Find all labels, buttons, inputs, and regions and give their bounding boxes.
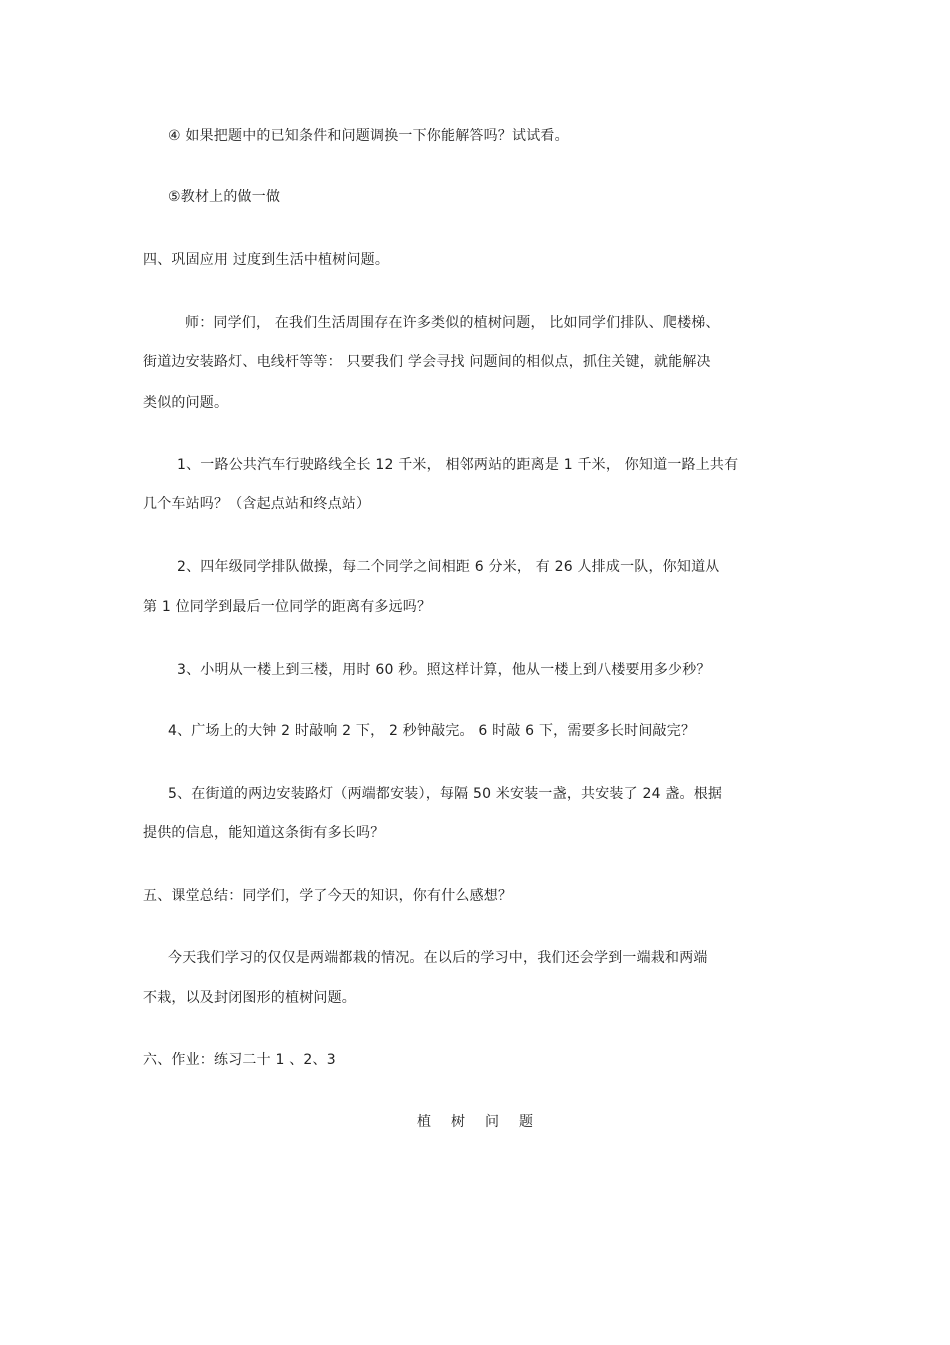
question-4-text: ④ 如果把题中的已知条件和问题调换一下你能解答吗？试试看。 — [168, 128, 569, 144]
teacher-paragraph-line-2: 街道边安装路灯、电线杆等等： 只要我们 学会寻找 问题间的相似点，抓住关键，就能解决 — [143, 354, 711, 370]
title-char-4: 题 — [519, 1114, 534, 1130]
summary-line-2: 不栽，以及封闭图形的植树问题。 — [143, 990, 356, 1006]
teacher-paragraph-line-3: 类似的问题。 — [143, 395, 229, 411]
exercise-4-text: 4、广场上的大钟 2 时敲响 2 下， 2 秒钟敲完。 6 时敲 6 下，需要多长时间敲完？ — [168, 723, 696, 739]
exercise-3-text: 3、小明从一楼上到三楼，用时 60 秒。照这样计算，他从一楼上到八楼要用多少秒？ — [177, 662, 711, 678]
exercise-1-line-2: 几个车站吗？（含起点站和终点站） — [143, 496, 371, 512]
title-char-3: 问 — [485, 1114, 500, 1130]
exercise-2-line-1: 2、四年级同学排队做操，每二个同学之间相距 6 分米， 有 26 人排成一队，你知道从 — [177, 559, 720, 575]
summary-line-1: 今天我们学习的仅仅是两端都栽的情况。在以后的学习中，我们还会学到一端栽和两端 — [168, 950, 708, 966]
teacher-paragraph-line-1: 师：同学们， 在我们生活周围存在许多类似的植树问题， 比如同学们排队、爬楼梯、 — [185, 315, 720, 331]
question-5-text: ⑤教材上的做一做 — [168, 189, 281, 205]
next-section-title — [417, 1112, 533, 1132]
exercise-2-line-2: 第 1 位同学到最后一位同学的距离有多远吗？ — [143, 599, 432, 615]
exercise-1-line-1: 1、一路公共汽车行驶路线全长 12 千米， 相邻两站的距离是 1 千米， 你知道一路上共有 — [177, 457, 739, 473]
section-5-heading: 五、课堂总结：同学们，学了今天的知识，你有什么感想？ — [143, 888, 513, 904]
title-char-1: 植 — [417, 1114, 432, 1130]
section-6-homework: 六、作业：练习二十 1 、2、3 — [143, 1052, 336, 1068]
exercise-5-line-2: 提供的信息，能知道这条街有多长吗？ — [143, 825, 385, 841]
section-4-heading: 四、巩固应用 过度到生活中植树问题。 — [143, 252, 390, 268]
exercise-5-line-1: 5、在街道的两边安装路灯（两端都安装），每隔 50 米安装一盏，共安装了 24 盏。根据 — [168, 786, 723, 802]
title-char-2: 树 — [451, 1114, 466, 1130]
